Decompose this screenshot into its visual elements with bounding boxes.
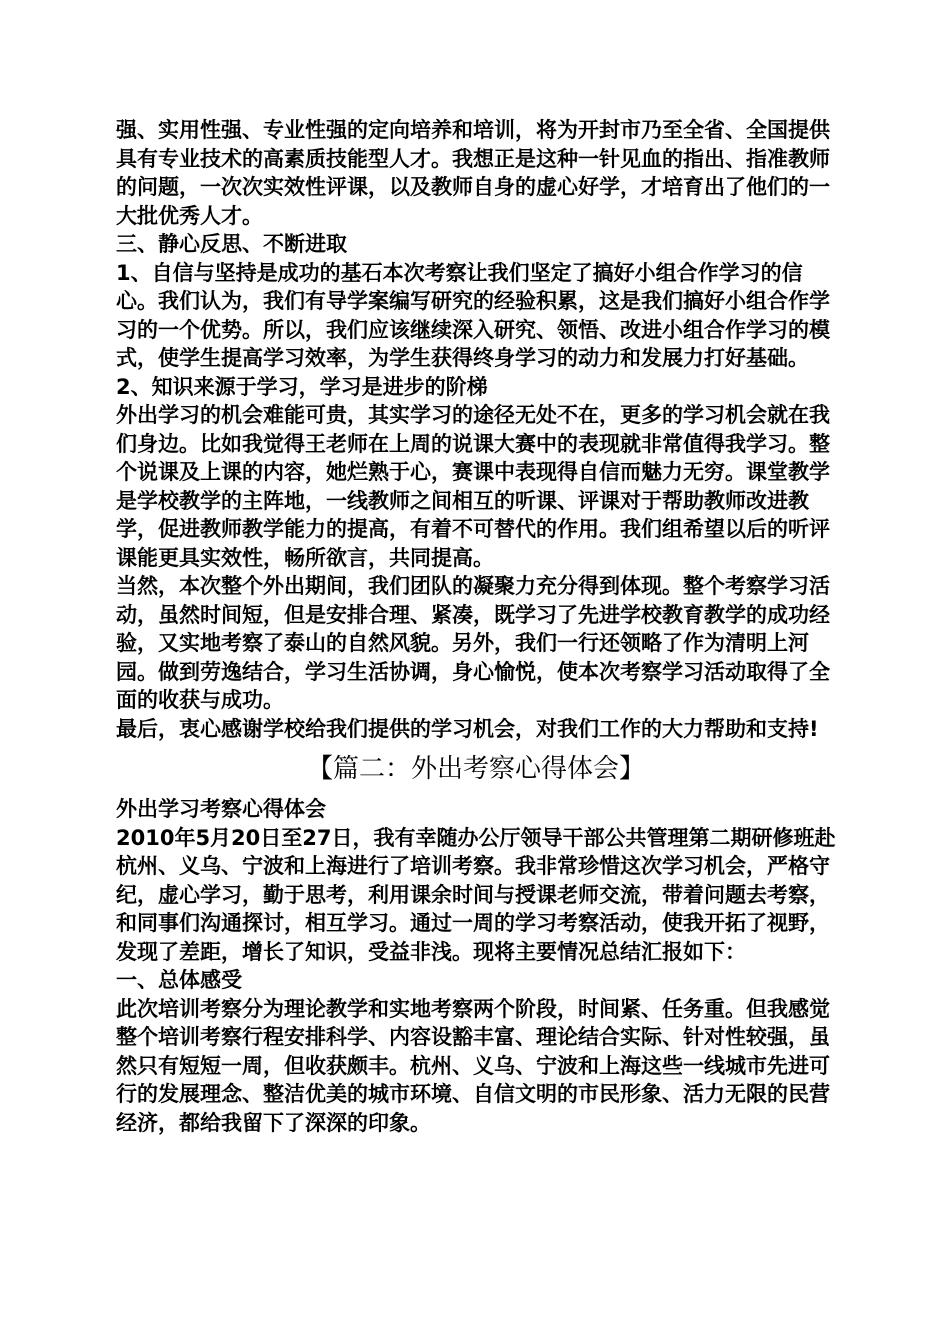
paragraph-confidence: 1、自信与坚持是成功的基石本次考察让我们坚定了搞好小组合作学习的信心。我们认为，我们有导学案编写研究的经验积累，这是我们搞好小组合作学习的一个优势。所以，我们应该继续深入研究、领悟、改进小组合作学习的模式，使学生提高学习效率，为学生获得终身学习的动力和发展力打好基础。 — [116, 260, 830, 370]
paragraph-overall-impression: 此次培训考察分为理论教学和实地考察两个阶段，时间紧、任务重。但我感觉整个培训考察行程安排科学、内容设豁丰富、理论结合实际、针对性较强，虽然只有短短一周，但收获颇丰。杭州、义乌、宁波和上海这些一线城市先进可行的发展理念、整洁优美的城市环境、自信文明的市民形象、活力无限的民营经济，都给我留下了深深的印象。 — [116, 996, 830, 1135]
paragraph-thanks: 最后，衷心感谢学校给我们提供的学习机会，对我们工作的大力帮助和支持! — [116, 716, 819, 741]
heading-overall-impression: 一、总体感受 — [116, 968, 242, 992]
paragraph-tour-intro: 2010年5月20日至27日，我有幸随办公厅领导干部公共管理第二期研修班赴杭州、义乌、宁波和上海进行了培训考察。我非常珍惜这次学习机会，严格守纪，虚心学习，勤于思考，利用课余时间与授课老师交流，带着问题去考察，和同事们沟通探讨，相互学习。通过一周的学习考察活动，使我开拓了视野，发现了差距，增长了知识，受益非浅。现将主要情况总结汇报如下： — [116, 825, 836, 964]
document-body — [116, 116, 836, 1137]
paragraph-team-cohesion: 当然，本次整个外出期间，我们团队的凝聚力充分得到体现。整个考察学习活动，虽然时间短，但是安排合理、紧凑，既学习了先进学校教育教学的成功经验，又实地考察了泰山的自然风貌。另外，我们一行还领略了作为清明上河园。做到劳逸结合，学习生活协调，身心愉悦，使本次考察学习活动取得了全面的收获与成功。 — [116, 574, 830, 712]
subtitle-study-tour: 外出学习考察心得体会 — [116, 797, 326, 821]
paragraph-knowledge-heading: 2、知识来源于学习，学习是进步的阶梯 — [116, 374, 488, 399]
section-title: 【篇二：外出考察心得体会】 — [306, 754, 645, 784]
paragraph-training-summary: 强、实用性强、专业性强的定向培养和培训，将为开封市乃至全省、全国提供具有专业技术的高素质技能型人才。我想正是这种一针见血的指出、指准教师的问题，一次次实效性评课，以及教师自身的虚心好学，才培育出了他们的一大批优秀人才。 — [116, 118, 830, 228]
paragraph-learning-opportunity: 外出学习的机会难能可贵，其实学习的途径无处不在，更多的学习机会就在我们身边。比如我觉得王老师在上周的说课大赛中的表现就非常值得我学习。整个说课及上课的内容，她烂熟于心，赛课中表现得自信而魅力无穷。课堂教学是学校教学的主阵地，一线教师之间相互的听课、评课对于帮助教师改进教学，促进教师教学能力的提高，有着不可替代的作用。我们组希望以后的听评课能更具实效性，畅所欲言，共同提高。 — [116, 403, 830, 570]
heading-section-three: 三、静心反思、不断进取 — [116, 232, 347, 256]
